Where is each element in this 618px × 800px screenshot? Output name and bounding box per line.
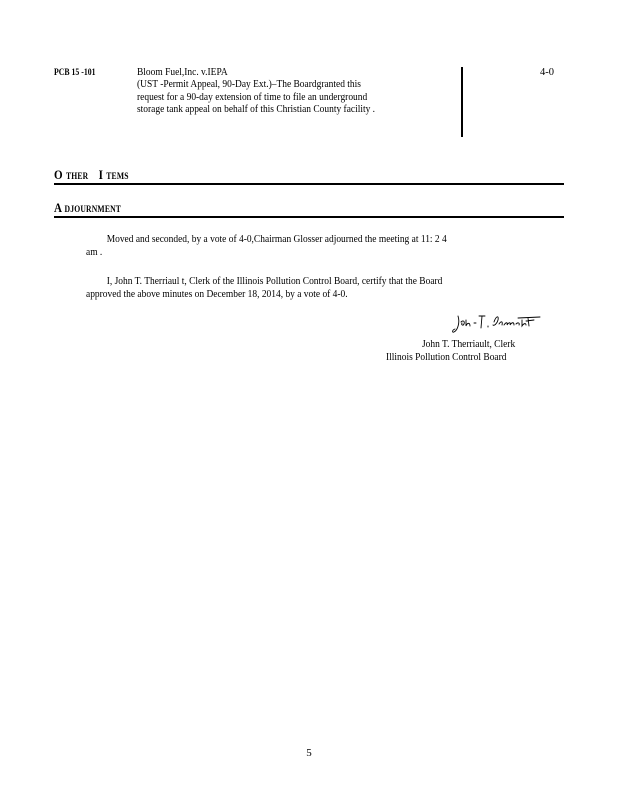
signature-image: [452, 312, 544, 336]
certification-paragraph: I, John T. Therriaul t, Clerk of the Illinois Pollution Control Board, certify that the Board approved the above minutes on December 18, 2014, by a vote of 4-0.: [86, 276, 443, 300]
case-line: (UST -Permit Appeal, 90-Day Ext.)–The Boardgranted this: [137, 79, 361, 91]
signatory-name: John T. Therriault, Clerk: [422, 339, 516, 350]
other-items-heading: O THER I TEMS: [54, 167, 129, 182]
case-vote: 4-0: [540, 67, 554, 78]
case-description: [137, 67, 416, 116]
column-divider: [461, 67, 463, 137]
case-line: request for a 90-day extension of time to file an underground: [137, 91, 368, 103]
case-number: PCB 15 -101: [54, 68, 96, 78]
case-title: Bloom Fuel,Inc. v.IEPA: [137, 67, 228, 78]
case-line: storage tank appeal on behalf of this Christian County facility .: [137, 103, 376, 115]
signatory-title: Illinois Pollution Control Board: [386, 352, 507, 363]
adjournment-paragraph: Moved and seconded, by a vote of 4-0,Chairman Glosser adjourned the meeting at 11: 2 4 am .: [86, 234, 447, 258]
section-divider: [54, 183, 564, 185]
page-number: 5: [306, 747, 312, 759]
section-divider: [54, 216, 564, 218]
adjournment-heading: A DJOURNMENT: [54, 200, 122, 215]
